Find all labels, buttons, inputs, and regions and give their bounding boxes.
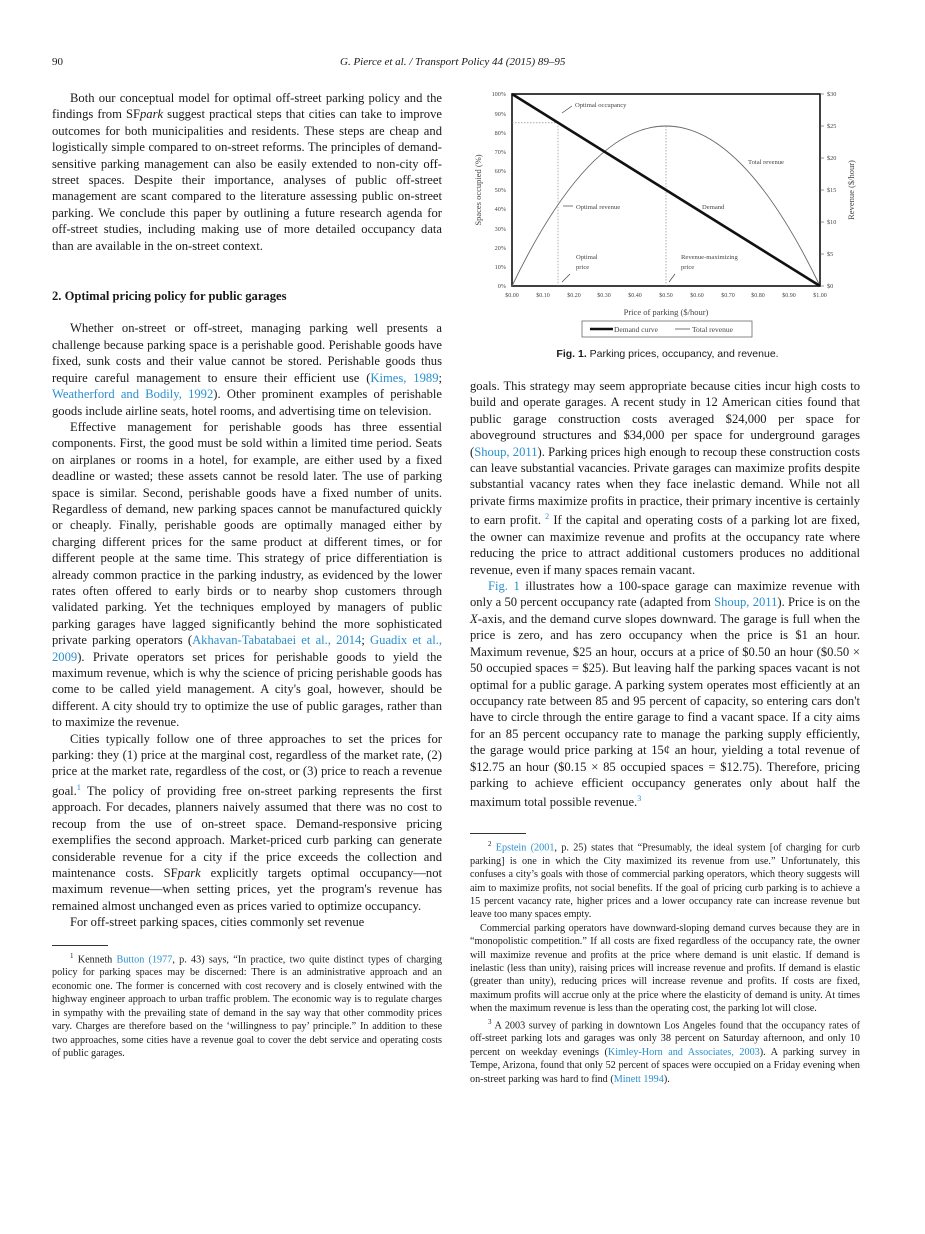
text: If the capital and operating costs of a parking lot are fixed, the owner can maximize revenue and profits at the occupancy rate where reducing the price to attract additional customers produces no additional revenue, even if many spaces remain vacant.	[470, 513, 860, 577]
text: ;	[438, 370, 442, 385]
text: A 2003 survey of parking in downtown Los Angeles found that the occupancy rates of off-street parking lots and garages was only 38 percent on Saturday afternoon, and only 10 percent on weekday evenings (	[470, 1020, 860, 1058]
svg-text:Optimal revenue: Optimal revenue	[576, 204, 621, 211]
svg-text:price: price	[576, 264, 590, 271]
text: goals. This strategy may seem appropriate because cities incur high costs to build and operate garages. A recent study in 12 American cities found that public garage construction costs averaged $24,000 per space for aboveground structures and $34,000 per space for underground garages (	[470, 379, 860, 459]
x-axis-label: Price of parking ($/hour)	[623, 307, 709, 317]
svg-text:Optimal: Optimal	[576, 254, 598, 261]
svg-text:70%: 70%	[494, 149, 506, 156]
svg-text:$0.60: $0.60	[690, 293, 704, 299]
text: ). Parking prices high enough to recoup these construction costs can leave substantial vacancies. Private garages can maximize profits despite substantial vacancy rates when they face inelastic demand. While not all private firms maximize profits in practice, their primary incentive is certainly to earn profit.	[470, 444, 860, 528]
paragraph-2	[52, 419, 442, 731]
footnote-2-continued: Commercial parking operators have downward-sloping demand curves because they are in “monopolistic competition.” If all costs are fixed regardless of the occupancy rate, the owner will maximize revenue and profits at the price where demand is unit elastic. If demand is inelastic (less than unity), raising prices will increase revenue and profits. If demand is elastic (greater than unity), reducing prices will increase revenue and profits. If costs are fixed, maximum profits will accrue only at the price where the elasticity of demand is unity. At times when the maximum revenue is less than the operating cost, the parking lot will close.	[470, 922, 860, 1015]
footnote-divider	[470, 833, 526, 834]
svg-text:$0.40: $0.40	[628, 293, 642, 299]
citation-link[interactable]: Minett 1994	[613, 1073, 664, 1085]
paragraph-3	[52, 731, 442, 915]
figure-1	[470, 86, 865, 366]
svg-text:40%: 40%	[494, 206, 506, 213]
svg-text:60%: 60%	[494, 168, 506, 175]
text: ). Other prominent examples of perishable goods include airline seats, hotel rooms, and advertising time on television.	[52, 387, 442, 418]
left-column	[52, 90, 442, 1060]
svg-text:100%: 100%	[491, 91, 506, 98]
citation-link[interactable]: Epstein (2001	[495, 842, 555, 854]
svg-text:50%: 50%	[494, 187, 506, 194]
footnote-marker[interactable]: 1	[76, 782, 81, 792]
right-column	[470, 378, 860, 1086]
citation-link[interactable]: Shoup, 2011	[474, 444, 538, 459]
x-axis-ticks	[505, 292, 827, 299]
svg-text:90%: 90%	[494, 111, 506, 118]
text: The policy of providing free on-street parking represents the first approach. For decades, planners naively assumed that there was no cost to recoup from the use of on-street space. Demand-responsive pricing exemplifies the second approach. Market-priced curb parking can generate considerable revenue for a city if the price exceeds the collection and maintenance costs. SF	[52, 784, 442, 881]
y2-axis-ticks	[827, 91, 836, 290]
footnote-marker[interactable]: 2	[545, 512, 550, 522]
citation-link[interactable]: Kimes, 1989	[370, 370, 439, 385]
svg-text:Demand: Demand	[702, 204, 725, 211]
italic-text: X	[470, 611, 478, 626]
italic-text: park	[177, 866, 201, 881]
caption-text: Parking prices, occupancy, and revenue.	[586, 348, 779, 360]
footnote-marker[interactable]: 3	[637, 794, 642, 804]
svg-text:Optimal occupancy: Optimal occupancy	[575, 102, 627, 109]
svg-text:$15: $15	[827, 187, 837, 194]
legend-revenue: Total revenue	[692, 325, 733, 334]
text: ). Private operators set prices for perishable goods to yield the maximum revenue, which is why the science of pricing perishable goods has come to be called yield management. A city's goal, however, should be different. A city should try to optimize the use of public garages, rather than to maximize the revenue.	[52, 649, 442, 730]
text: ). Price is on the	[777, 595, 860, 610]
section-heading: 2. Optimal pricing policy for public garages	[52, 289, 287, 304]
paragraph-4: For off-street parking spaces, cities commonly set revenue	[70, 915, 365, 930]
text: Both our conceptual model for optimal off-street parking policy and the findings from SF	[52, 91, 442, 122]
chart-annotations	[562, 102, 784, 282]
svg-text:Revenue-maximizing: Revenue-maximizing	[681, 254, 738, 261]
y-axis-label: Spaces occupied (%)	[473, 154, 483, 226]
intro-paragraph	[52, 90, 442, 254]
svg-text:$0.90: $0.90	[782, 293, 796, 299]
paragraph-1	[52, 320, 442, 418]
footnote-2	[470, 838, 860, 922]
text: ).	[663, 1073, 670, 1085]
svg-text:$0.00: $0.00	[505, 293, 519, 299]
footnote-number: 3	[488, 1017, 492, 1026]
text: -axis, and the demand curve slopes downward. The garage is full when the price is zero, and has zero occupancy when the price is $1 an hour. Maximum revenue, $25 an hour, occurs at a price of $0.50 an hour ($0.50 × 50 occupied spaces = $25). But leaving half the parking spaces vacant is not optimal for a public garage. A parking system operates most efficiently at an occupancy rate between 85 and 95 percent of capacity, so entering cars don't have to circle through the entire garage to find a vacant space. If a city aims for an 85 percent occupancy rate to manage the parking supply efficiently, the garage would price parking at 15¢ an hour, yielding a total revenue of $12.75 an hour ($0.15 × 85 occupied spaces = $12.75). Therefore, pricing parking to achieve efficient occupancy generates only about half the maximum total possible revenue.	[470, 611, 860, 810]
text: Effective management for perishable goods has three essential components. First, the good must be sold within a limited time period. Seats on airplanes or rooms in a hotel, for example, are either used by a fixed deadline or wasted; these assets cannot be resold later. The use of parking space is similar. Second, perishable goods have a fixed number of units. Regardless of demand, new parking spaces cannot be manufactured quickly or cheaply. Finally, perishable goods are optimally managed either by charging different prices for the same product at different times, or for different people at the same time. This strategy of price differentiation is already common practice in the parking industry, as evidenced by the lower rates often offered to early birds or to nearby shop customers through validated parking. Yet the techniques employed by managers of public parking garages have lagged significantly behind the more sophisticated private parking operators (	[52, 419, 442, 648]
svg-text:80%: 80%	[494, 130, 506, 137]
legend-demand: Demand curve	[614, 325, 658, 334]
svg-text:Total revenue: Total revenue	[748, 159, 784, 166]
citation-link[interactable]: Guadix et al., 2009	[52, 633, 442, 664]
parking-chart	[470, 86, 865, 346]
svg-text:30%: 30%	[494, 226, 506, 233]
footnote-1	[52, 950, 442, 1061]
text: , p. 25) states that “Presumably, the ideal system [of charging for curb parking] is one in which the City maximized its revenue from use.” Unfortunately, this confuses a city’s goals with those of commercial parking operators, which theory suggests will aim to maximize profits, not social benefits. If the goal of pricing curb parking is to achieve a 15 percent vacancy rate, higher prices and a lower occupancy rate can increase revenue but leave too many spaces empty.	[470, 842, 861, 921]
footnote-number: 1	[70, 951, 74, 960]
svg-text:$30: $30	[827, 91, 837, 98]
text: Whether on-street or off-street, managing parking well presents a challenge because parking space is a perishable good. Perishable goods have fixed, sunk costs and their value cannot be stored. Perishable goods thus require careful management to ensure their efficient use (	[52, 321, 442, 385]
paragraph-fig1	[470, 578, 860, 811]
figure-link[interactable]: Fig. 1	[488, 579, 520, 594]
svg-text:$0.10: $0.10	[536, 293, 550, 299]
svg-text:price: price	[681, 264, 695, 271]
svg-text:$25: $25	[827, 123, 837, 130]
text: Kenneth	[73, 954, 117, 966]
paragraph-continued	[470, 378, 860, 578]
footnote-divider	[52, 945, 108, 946]
svg-text:10%: 10%	[494, 264, 506, 271]
svg-text:$1.00: $1.00	[813, 293, 827, 299]
citation-link[interactable]: Kimley-Horn and Associates, 2003	[607, 1046, 760, 1058]
svg-text:$0.50: $0.50	[659, 293, 673, 299]
svg-text:$10: $10	[827, 219, 837, 226]
footnote-number: 2	[488, 839, 492, 848]
text: , p. 43) says, “In practice, two quite distinct types of charging policy for parking spaces may be discerned: There is an administrative approach and an economic one. The former is concerned with cost recovery and is closely entwined with the highway engineer approach to urban traffic problem. The economic way is to regulate charges in sympathy with the prevailing state of demand in the say way that other commodity prices vary. Charges are therefore based on the ‘willingness to pay’ principle.” In addition to these two approaches, some cities have a revenue goal to cover the debt service and operating costs of public garages.	[52, 954, 442, 1059]
citation-link[interactable]: Button (1977	[116, 954, 173, 966]
y-axis-ticks	[492, 91, 506, 290]
svg-text:$0.20: $0.20	[567, 293, 581, 299]
citation-link[interactable]: Akhavan-Tabatabaei et al., 2014	[192, 633, 362, 648]
svg-text:$0.70: $0.70	[721, 293, 735, 299]
text: Cities typically follow one of three approaches to set the prices for parking: they (1) price at the marginal cost, regardless of the market rate, (2) price at the market rate, regardless of the cost, or (3) price to reach a revenue goal.	[52, 731, 442, 799]
footnote-3	[470, 1016, 860, 1086]
svg-text:$5: $5	[827, 251, 834, 258]
page-number: 90	[52, 56, 63, 68]
text: ;	[361, 633, 371, 648]
text: explicitly targets optimal occupancy—not maximum revenue—when setting prices, yet the program's revenue has remained almost unchanged even as prices varied to optimize occupancy.	[52, 866, 442, 913]
svg-text:20%: 20%	[494, 245, 506, 252]
text: ). A parking survey in Tempe, Arizona, found that only 52 percent of spaces were occupied on a Friday evening when on-street parking was hard to find (	[470, 1046, 860, 1085]
figure-caption	[470, 348, 865, 360]
caption-label: Fig. 1.	[556, 348, 587, 360]
text: suggest practical steps that cities can take to improve outcomes for both municipalities and residents. These steps are cheap and logistically simple compared to on-street reforms. The principles of demand-sensitive parking management can also be easily extended to non-city off-street spaces. Despite their importance, analyses of public off-street management are scant compared to the literature assessing public on-street parking. We conclude this paper by outlining a future research agenda for off-street studies, including making use of more detailed occupancy data than are available in the on-street context.	[52, 107, 442, 253]
svg-text:$0: $0	[827, 283, 834, 290]
svg-text:$20: $20	[827, 155, 837, 162]
text: illustrates how a 100-space garage can maximize revenue with only a 50 percent occupancy rate (adapted from	[470, 579, 860, 610]
svg-text:$0.30: $0.30	[597, 293, 611, 299]
italic-text: park	[139, 107, 164, 122]
y2-axis-label: Revenue ($/hour)	[846, 160, 856, 220]
citation-link[interactable]: Shoup, 2011	[714, 595, 778, 610]
running-head: G. Pierce et al. / Transport Policy 44 (2015) 89–95	[340, 56, 566, 68]
citation-link[interactable]: Weatherford and Bodily, 1992	[52, 387, 214, 402]
svg-text:$0.80: $0.80	[751, 293, 765, 299]
svg-text:0%: 0%	[497, 283, 506, 290]
